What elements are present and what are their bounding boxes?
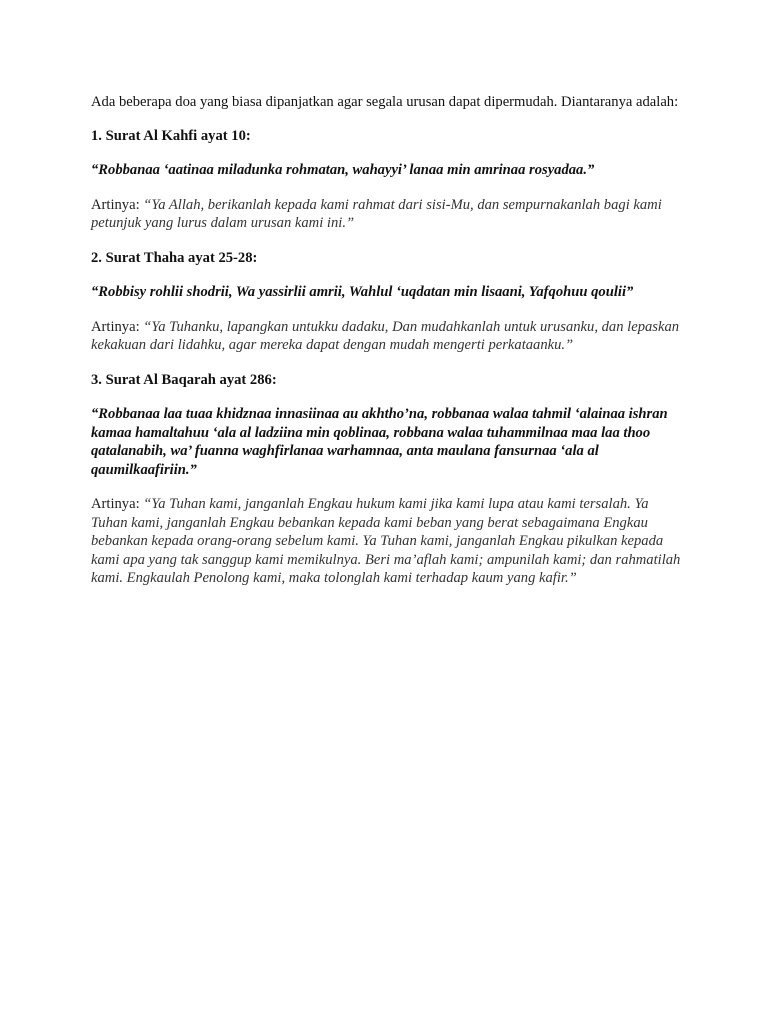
meaning-paragraph xyxy=(91,495,685,588)
section-heading: 3. Surat Al Baqarah ayat 286: xyxy=(91,371,277,388)
meaning-label: Artinya: xyxy=(91,196,144,213)
section-baqarah xyxy=(91,371,685,588)
doa-text: “Robbanaa laa tuaa khidznaa innasiinaa au akhtho’na, robbanaa walaa tahmil ‘alainaa ishran kamaa hamaltahuu ‘ala al ladziina min qoblinaa, robbana walaa tuhammilnaa maa laa thoo qatalanabih, wa’ fuanna waghfirlanaa warhamnaa, anta maulana fansurnaa ‘ala al qaumilkaafiriin.” xyxy=(91,406,668,478)
intro-paragraph: Ada beberapa doa yang biasa dipanjatkan agar segala urusan dapat dipermudah. Diantaranya adalah: xyxy=(91,94,679,110)
meaning-label: Artinya: xyxy=(91,496,144,512)
meaning-paragraph xyxy=(91,318,685,355)
doa-text: “Robbisy rohlii shodrii, Wa yassirlii amrii, Wahlul ‘uqdatan min lisaani, Yafqohuu qoulii” xyxy=(91,284,634,300)
meaning-text: “Ya Allah, berikanlah kepada kami rahmat dari sisi-Mu, dan sempurnakanlah bagi kami petunjuk yang lurus dalam urusan kami ini.” xyxy=(91,196,662,231)
section-kahfi xyxy=(91,127,685,233)
meaning-paragraph xyxy=(91,196,685,233)
section-heading: 1. Surat Al Kahfi ayat 10: xyxy=(91,127,251,144)
document-page xyxy=(91,93,685,604)
meaning-text: “Ya Tuhanku, lapangkan untukku dadaku, Dan mudahkanlah untuk urusanku, dan lepaskan kekakuan dari lidahku, agar mereka dapat dengan mudah mengerti perkataanku.” xyxy=(91,318,680,353)
section-heading: 2. Surat Thaha ayat 25-28: xyxy=(91,249,258,266)
section-thaha xyxy=(91,249,685,355)
meaning-label: Artinya: xyxy=(91,318,144,335)
meaning-text: “Ya Tuhan kami, janganlah Engkau hukum kami jika kami lupa atau kami tersalah. Ya Tuhan kami, janganlah Engkau bebankan kepada kami beban yang berat sebagaimana Engkau bebankan kepada orang-orang sebelum kami. Ya Tuhan kami, janganlah Engkau pikulkan kepada kami apa yang tak sanggup kami memikulnya. Beri ma’aflah kami; ampunilah kami; dan rahmatilah kami. Engkaulah Penolong kami, maka tolonglah kami terhadap kaum yang kafir.” xyxy=(91,496,681,586)
doa-text: “Robbanaa ‘aatinaa miladunka rohmatan, wahayyi’ lanaa min amrinaa rosyadaa.” xyxy=(91,162,595,178)
